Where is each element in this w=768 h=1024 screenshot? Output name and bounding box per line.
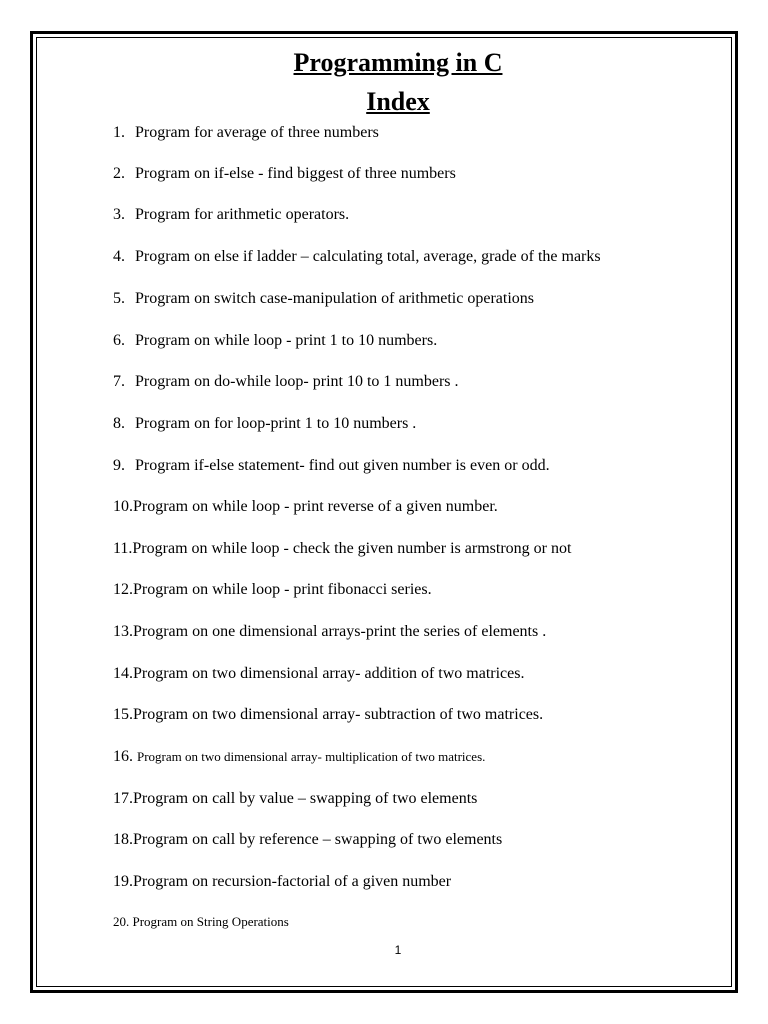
item-text: Program on if-else - find biggest of three numbers bbox=[135, 165, 456, 182]
item-number: 13. bbox=[113, 623, 133, 640]
item-number: 17. bbox=[113, 790, 133, 807]
item-text: Program on while loop - check the given number is armstrong or not bbox=[132, 540, 572, 557]
item-number: 9. bbox=[113, 457, 125, 474]
index-item-4 bbox=[113, 247, 601, 267]
item-number: 2. bbox=[113, 165, 125, 182]
item-number: 18. bbox=[113, 831, 133, 848]
index-item-16 bbox=[113, 747, 485, 767]
index-item-2 bbox=[113, 164, 456, 184]
item-text: Program on while loop - print 1 to 10 numbers. bbox=[135, 332, 438, 349]
item-text: Program on call by value – swapping of two elements bbox=[133, 790, 478, 807]
item-text: Program on while loop - print fibonacci series. bbox=[133, 581, 432, 598]
index-item-20 bbox=[113, 912, 289, 932]
item-text: Program on switch case-manipulation of arithmetic operations bbox=[135, 290, 534, 307]
item-text: Program for average of three numbers bbox=[135, 124, 379, 141]
item-number: 8. bbox=[113, 415, 125, 432]
item-text: Program on for loop-print 1 to 10 numbers . bbox=[135, 415, 417, 432]
item-number: 14. bbox=[113, 665, 133, 682]
item-text: Program for arithmetic operators. bbox=[135, 206, 350, 223]
index-item-11 bbox=[113, 539, 571, 559]
index-heading: Index bbox=[366, 87, 430, 116]
index-item-12 bbox=[113, 580, 432, 600]
index-item-7 bbox=[113, 372, 459, 392]
item-number: 3. bbox=[113, 206, 125, 223]
index-item-8 bbox=[113, 414, 416, 434]
document-title: Programming in C bbox=[293, 48, 503, 77]
index-item-1 bbox=[113, 123, 379, 143]
index-item-9 bbox=[113, 456, 550, 476]
item-number: 11. bbox=[113, 540, 133, 557]
index-item-13 bbox=[113, 622, 546, 642]
item-text: Program on two dimensional array- addition of two matrices. bbox=[133, 665, 525, 682]
item-number: 12. bbox=[113, 581, 133, 598]
item-text: Program on two dimensional array- multiplication of two matrices. bbox=[137, 749, 486, 764]
item-number: 10. bbox=[113, 498, 133, 515]
index-item-18 bbox=[113, 830, 502, 850]
item-text: Program if-else statement- find out given number is even or odd. bbox=[135, 457, 550, 474]
index-item-3 bbox=[113, 205, 349, 225]
index-item-14 bbox=[113, 664, 524, 684]
item-number: 5. bbox=[113, 290, 125, 307]
item-text: Program on call by reference – swapping of two elements bbox=[133, 831, 503, 848]
item-number: 16. bbox=[113, 748, 133, 765]
item-number: 1. bbox=[113, 124, 125, 141]
item-text: Program on String Operations bbox=[132, 914, 289, 929]
page-number: 1 bbox=[394, 943, 402, 957]
index-item-17 bbox=[113, 789, 477, 809]
index-item-5 bbox=[113, 289, 534, 309]
item-number: 15. bbox=[113, 706, 133, 723]
item-text: Program on recursion-factorial of a given number bbox=[133, 873, 452, 890]
item-text: Program on else if ladder – calculating total, average, grade of the marks bbox=[135, 248, 601, 265]
item-number: 7. bbox=[113, 373, 125, 390]
item-number: 6. bbox=[113, 332, 125, 349]
item-text: Program on two dimensional array- subtraction of two matrices. bbox=[133, 706, 544, 723]
index-item-19 bbox=[113, 872, 451, 892]
item-number: 19. bbox=[113, 873, 133, 890]
item-number: 4. bbox=[113, 248, 125, 265]
item-number: 20. bbox=[113, 914, 130, 929]
item-text: Program on while loop - print reverse of a given number. bbox=[133, 498, 498, 515]
item-text: Program on one dimensional arrays-print the series of elements . bbox=[133, 623, 547, 640]
index-item-15 bbox=[113, 705, 543, 725]
item-text: Program on do-while loop- print 10 to 1 numbers . bbox=[135, 373, 459, 390]
index-item-6 bbox=[113, 331, 437, 351]
index-item-10 bbox=[113, 497, 498, 517]
